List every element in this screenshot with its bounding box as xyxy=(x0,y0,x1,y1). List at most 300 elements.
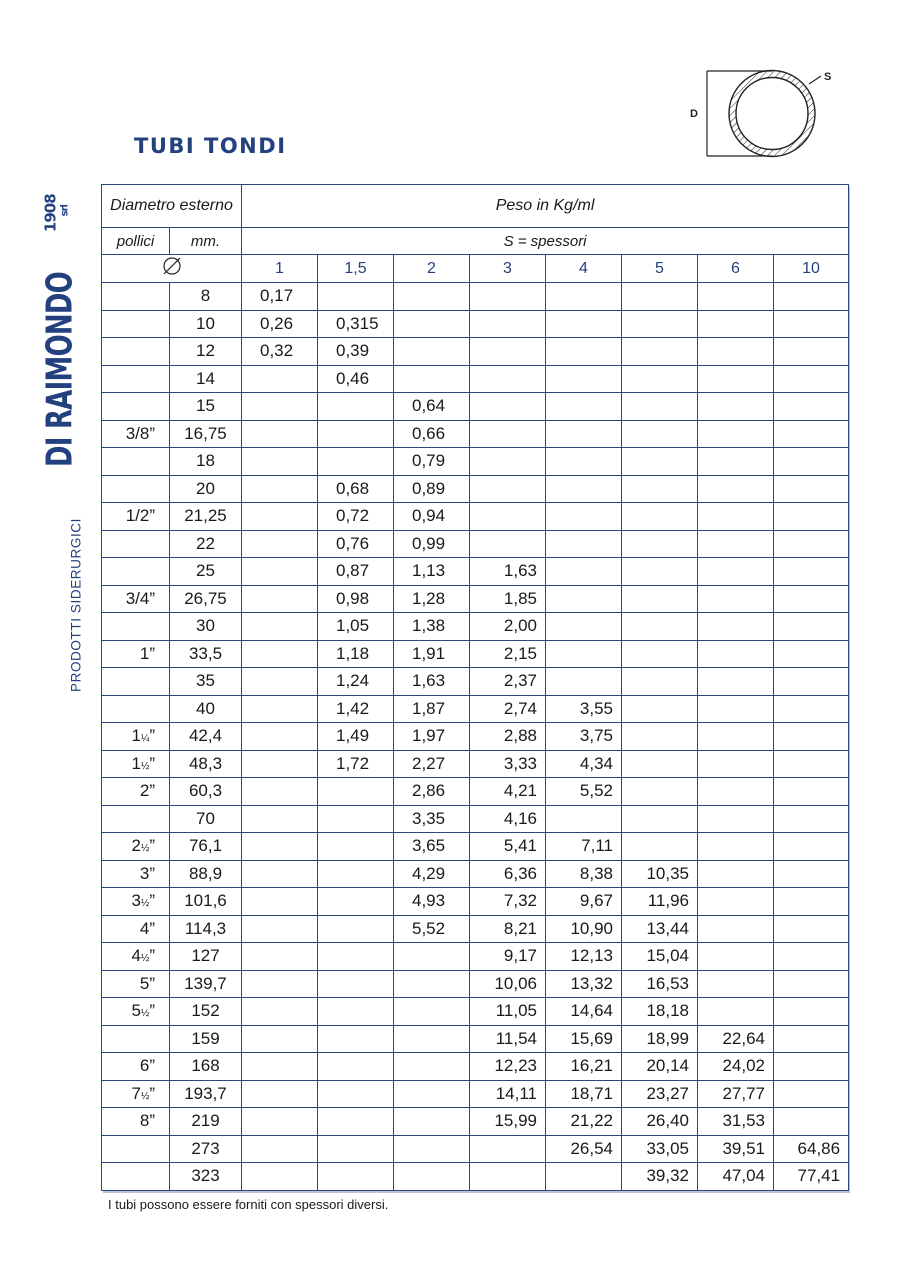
weight-cell: 4,16 xyxy=(470,805,546,833)
weight-cell xyxy=(698,640,774,668)
table-row xyxy=(102,778,849,806)
weight-cell xyxy=(394,310,470,338)
weight-cell xyxy=(698,970,774,998)
weight-cell xyxy=(698,805,774,833)
weight-cell xyxy=(242,998,318,1026)
weight-cell xyxy=(622,283,698,311)
table-row xyxy=(102,1135,849,1163)
mm-cell: 12 xyxy=(170,338,242,366)
weight-cell xyxy=(318,1053,394,1081)
weight-cell xyxy=(774,365,849,393)
inch-cell xyxy=(102,1163,170,1191)
weight-cell: 13,32 xyxy=(546,970,622,998)
weight-cell: 31,53 xyxy=(698,1108,774,1136)
weight-cell xyxy=(318,943,394,971)
weight-table xyxy=(101,184,849,1191)
weight-cell: 27,77 xyxy=(698,1080,774,1108)
weight-cell xyxy=(546,475,622,503)
inch-cell: 2½” xyxy=(102,833,170,861)
weight-cell xyxy=(698,365,774,393)
inch-cell: 4½” xyxy=(102,943,170,971)
mm-cell: 8 xyxy=(170,283,242,311)
weight-cell xyxy=(774,970,849,998)
weight-cell: 11,54 xyxy=(470,1025,546,1053)
mm-cell: 127 xyxy=(170,943,242,971)
weight-cell xyxy=(318,998,394,1026)
table-row xyxy=(102,420,849,448)
weight-cell: 0,26 xyxy=(242,310,318,338)
inch-cell xyxy=(102,530,170,558)
weight-cell: 1,28 xyxy=(394,585,470,613)
weight-cell: 2,15 xyxy=(470,640,546,668)
weight-cell: 64,86 xyxy=(774,1135,849,1163)
weight-cell xyxy=(470,1135,546,1163)
weight-cell: 23,27 xyxy=(622,1080,698,1108)
weight-cell: 0,17 xyxy=(242,283,318,311)
header-thickness-col: 2 xyxy=(394,255,470,283)
weight-cell: 12,13 xyxy=(546,943,622,971)
weight-cell xyxy=(546,310,622,338)
weight-cell: 15,69 xyxy=(546,1025,622,1053)
weight-cell xyxy=(774,860,849,888)
weight-cell xyxy=(774,750,849,778)
weight-cell: 21,22 xyxy=(546,1108,622,1136)
weight-cell xyxy=(698,860,774,888)
weight-cell xyxy=(546,503,622,531)
weight-cell xyxy=(698,338,774,366)
mm-cell: 168 xyxy=(170,1053,242,1081)
inch-cell xyxy=(102,475,170,503)
diameter-symbol-icon xyxy=(102,255,242,283)
weight-cell: 0,66 xyxy=(394,420,470,448)
weight-cell xyxy=(698,613,774,641)
table-row xyxy=(102,613,849,641)
weight-cell xyxy=(774,778,849,806)
table-row xyxy=(102,338,849,366)
inch-cell: 4” xyxy=(102,915,170,943)
weight-cell xyxy=(622,723,698,751)
weight-cell xyxy=(622,558,698,586)
weight-cell xyxy=(546,283,622,311)
weight-cell xyxy=(242,393,318,421)
weight-cell xyxy=(698,585,774,613)
weight-cell: 0,98 xyxy=(318,585,394,613)
inch-cell xyxy=(102,558,170,586)
weight-cell xyxy=(242,585,318,613)
weight-cell xyxy=(242,915,318,943)
header-thickness-col: 4 xyxy=(546,255,622,283)
inch-cell xyxy=(102,1025,170,1053)
weight-cell xyxy=(546,585,622,613)
inch-cell: 1” xyxy=(102,640,170,668)
tube-section-diagram xyxy=(684,62,844,162)
weight-cell xyxy=(318,805,394,833)
table-row xyxy=(102,448,849,476)
inch-cell xyxy=(102,283,170,311)
weight-cell xyxy=(394,338,470,366)
table-row xyxy=(102,585,849,613)
label-s: S xyxy=(824,71,832,83)
table-row xyxy=(102,668,849,696)
weight-cell: 18,71 xyxy=(546,1080,622,1108)
weight-cell xyxy=(242,420,318,448)
table-row xyxy=(102,970,849,998)
weight-cell xyxy=(774,1025,849,1053)
weight-cell xyxy=(622,530,698,558)
weight-cell xyxy=(546,1163,622,1191)
weight-cell xyxy=(318,1080,394,1108)
weight-cell xyxy=(698,695,774,723)
weight-cell xyxy=(394,365,470,393)
weight-cell xyxy=(470,448,546,476)
weight-cell: 16,21 xyxy=(546,1053,622,1081)
footnote: I tubi possono essere forniti con spessori diversi. xyxy=(108,1197,389,1212)
inch-cell xyxy=(102,613,170,641)
weight-cell xyxy=(242,1053,318,1081)
weight-cell xyxy=(622,448,698,476)
weight-cell xyxy=(242,695,318,723)
weight-cell: 10,35 xyxy=(622,860,698,888)
weight-cell: 10,06 xyxy=(470,970,546,998)
weight-cell xyxy=(470,503,546,531)
weight-cell xyxy=(622,365,698,393)
table-row xyxy=(102,365,849,393)
weight-cell: 1,13 xyxy=(394,558,470,586)
weight-cell xyxy=(774,503,849,531)
weight-cell xyxy=(318,778,394,806)
header-thickness: S = spessori xyxy=(242,228,849,255)
weight-cell: 1,97 xyxy=(394,723,470,751)
weight-cell: 22,64 xyxy=(698,1025,774,1053)
weight-cell xyxy=(242,475,318,503)
weight-cell: 1,24 xyxy=(318,668,394,696)
inch-cell: 1/2” xyxy=(102,503,170,531)
weight-cell: 0,76 xyxy=(318,530,394,558)
weight-cell xyxy=(698,448,774,476)
inch-cell: 8” xyxy=(102,1108,170,1136)
weight-cell xyxy=(622,805,698,833)
weight-cell xyxy=(242,1080,318,1108)
weight-cell xyxy=(698,310,774,338)
weight-cell xyxy=(242,558,318,586)
weight-cell xyxy=(318,283,394,311)
header-thickness-col: 10 xyxy=(774,255,849,283)
weight-cell xyxy=(774,723,849,751)
mm-cell: 35 xyxy=(170,668,242,696)
inch-cell xyxy=(102,393,170,421)
inch-cell xyxy=(102,695,170,723)
weight-cell xyxy=(242,833,318,861)
brand-name: DI RAIMONDO xyxy=(39,272,81,468)
weight-cell xyxy=(774,530,849,558)
weight-cell xyxy=(622,338,698,366)
table-row xyxy=(102,998,849,1026)
mm-cell: 14 xyxy=(170,365,242,393)
weight-cell xyxy=(470,1163,546,1191)
mm-cell: 42,4 xyxy=(170,723,242,751)
weight-cell: 1,63 xyxy=(470,558,546,586)
inch-cell: 5” xyxy=(102,970,170,998)
weight-cell: 9,17 xyxy=(470,943,546,971)
weight-cell xyxy=(546,530,622,558)
weight-cell xyxy=(318,1108,394,1136)
weight-cell xyxy=(698,723,774,751)
mm-cell: 10 xyxy=(170,310,242,338)
weight-cell xyxy=(774,998,849,1026)
inch-cell xyxy=(102,805,170,833)
weight-cell: 18,99 xyxy=(622,1025,698,1053)
weight-cell: 1,05 xyxy=(318,613,394,641)
thickness-leader xyxy=(809,76,821,84)
weight-cell: 4,93 xyxy=(394,888,470,916)
header-thickness-col: 3 xyxy=(470,255,546,283)
weight-cell: 26,40 xyxy=(622,1108,698,1136)
weight-cell: 6,36 xyxy=(470,860,546,888)
weight-cell: 9,67 xyxy=(546,888,622,916)
weight-cell: 4,34 xyxy=(546,750,622,778)
table-row xyxy=(102,943,849,971)
weight-cell xyxy=(546,668,622,696)
table-row xyxy=(102,915,849,943)
inch-cell xyxy=(102,668,170,696)
weight-cell xyxy=(394,1080,470,1108)
weight-cell: 0,89 xyxy=(394,475,470,503)
weight-cell xyxy=(242,640,318,668)
mm-cell: 15 xyxy=(170,393,242,421)
weight-cell: 1,85 xyxy=(470,585,546,613)
weight-cell xyxy=(622,310,698,338)
weight-cell: 47,04 xyxy=(698,1163,774,1191)
mm-cell: 30 xyxy=(170,613,242,641)
weight-cell: 0,72 xyxy=(318,503,394,531)
mm-cell: 273 xyxy=(170,1135,242,1163)
weight-cell: 3,33 xyxy=(470,750,546,778)
weight-cell: 5,41 xyxy=(470,833,546,861)
weight-cell xyxy=(546,338,622,366)
weight-cell xyxy=(622,585,698,613)
table-row xyxy=(102,393,849,421)
weight-cell xyxy=(622,668,698,696)
weight-cell xyxy=(394,998,470,1026)
weight-cell: 7,32 xyxy=(470,888,546,916)
weight-cell: 2,88 xyxy=(470,723,546,751)
mm-cell: 20 xyxy=(170,475,242,503)
table-row xyxy=(102,1163,849,1191)
inch-cell xyxy=(102,365,170,393)
weight-cell: 7,11 xyxy=(546,833,622,861)
header-weight: Peso in Kg/ml xyxy=(242,185,849,228)
weight-cell xyxy=(318,420,394,448)
weight-cell xyxy=(698,503,774,531)
weight-table-wrap xyxy=(101,184,848,1191)
weight-cell: 3,65 xyxy=(394,833,470,861)
inch-cell xyxy=(102,310,170,338)
weight-cell xyxy=(698,750,774,778)
weight-cell xyxy=(394,1135,470,1163)
mm-cell: 219 xyxy=(170,1108,242,1136)
weight-cell: 0,79 xyxy=(394,448,470,476)
weight-cell xyxy=(698,393,774,421)
weight-cell xyxy=(698,998,774,1026)
weight-cell xyxy=(622,695,698,723)
weight-cell: 8,21 xyxy=(470,915,546,943)
page-title: TUBI TONDI xyxy=(134,134,287,158)
mm-cell: 193,7 xyxy=(170,1080,242,1108)
weight-cell xyxy=(242,613,318,641)
weight-cell xyxy=(394,1053,470,1081)
weight-cell xyxy=(774,338,849,366)
header-thickness-col: 1,5 xyxy=(318,255,394,283)
weight-cell xyxy=(242,1163,318,1191)
weight-cell xyxy=(318,1163,394,1191)
weight-cell xyxy=(698,943,774,971)
inch-cell: 5½” xyxy=(102,998,170,1026)
weight-cell: 39,51 xyxy=(698,1135,774,1163)
table-row xyxy=(102,640,849,668)
weight-cell xyxy=(622,475,698,503)
weight-cell: 14,11 xyxy=(470,1080,546,1108)
weight-cell: 0,46 xyxy=(318,365,394,393)
header-diameter: Diametro esterno xyxy=(102,185,242,228)
weight-cell xyxy=(546,365,622,393)
weight-cell: 5,52 xyxy=(546,778,622,806)
weight-cell xyxy=(774,640,849,668)
weight-cell xyxy=(774,283,849,311)
mm-cell: 21,25 xyxy=(170,503,242,531)
table-row xyxy=(102,475,849,503)
weight-cell xyxy=(774,888,849,916)
label-d: D xyxy=(690,108,698,120)
inch-cell: 2” xyxy=(102,778,170,806)
weight-cell: 0,39 xyxy=(318,338,394,366)
brand-tagline-wrap xyxy=(56,510,96,700)
weight-cell: 20,14 xyxy=(622,1053,698,1081)
weight-cell: 3,75 xyxy=(546,723,622,751)
weight-cell: 2,86 xyxy=(394,778,470,806)
weight-cell xyxy=(318,970,394,998)
weight-cell xyxy=(622,393,698,421)
weight-cell: 0,32 xyxy=(242,338,318,366)
weight-cell: 11,05 xyxy=(470,998,546,1026)
weight-cell: 2,37 xyxy=(470,668,546,696)
mm-cell: 26,75 xyxy=(170,585,242,613)
table-row xyxy=(102,833,849,861)
table-row xyxy=(102,888,849,916)
mm-cell: 101,6 xyxy=(170,888,242,916)
inch-cell: 1¼” xyxy=(102,723,170,751)
weight-cell xyxy=(622,503,698,531)
weight-cell: 12,23 xyxy=(470,1053,546,1081)
weight-cell xyxy=(774,668,849,696)
weight-cell xyxy=(546,420,622,448)
weight-cell xyxy=(546,393,622,421)
weight-cell xyxy=(774,915,849,943)
weight-cell: 5,52 xyxy=(394,915,470,943)
weight-cell xyxy=(318,448,394,476)
weight-cell xyxy=(242,723,318,751)
weight-cell xyxy=(774,310,849,338)
table-row xyxy=(102,1053,849,1081)
weight-cell xyxy=(774,393,849,421)
inch-cell: 3” xyxy=(102,860,170,888)
weight-cell: 3,55 xyxy=(546,695,622,723)
weight-cell xyxy=(318,1025,394,1053)
inch-cell xyxy=(102,338,170,366)
table-row xyxy=(102,723,849,751)
weight-cell xyxy=(242,888,318,916)
weight-cell: 8,38 xyxy=(546,860,622,888)
weight-cell: 1,38 xyxy=(394,613,470,641)
weight-cell xyxy=(774,805,849,833)
header-inches: pollici xyxy=(102,228,170,255)
weight-cell xyxy=(470,310,546,338)
mm-cell: 70 xyxy=(170,805,242,833)
weight-cell xyxy=(774,695,849,723)
weight-cell: 26,54 xyxy=(546,1135,622,1163)
weight-cell xyxy=(470,475,546,503)
weight-cell xyxy=(394,943,470,971)
weight-cell: 77,41 xyxy=(774,1163,849,1191)
table-row xyxy=(102,695,849,723)
mm-cell: 18 xyxy=(170,448,242,476)
weight-cell: 11,96 xyxy=(622,888,698,916)
weight-cell xyxy=(546,558,622,586)
weight-cell xyxy=(698,558,774,586)
mm-cell: 40 xyxy=(170,695,242,723)
weight-cell xyxy=(698,668,774,696)
weight-cell xyxy=(698,833,774,861)
table-row xyxy=(102,750,849,778)
weight-cell xyxy=(774,1108,849,1136)
mm-cell: 22 xyxy=(170,530,242,558)
weight-cell xyxy=(318,1135,394,1163)
weight-cell xyxy=(242,503,318,531)
weight-cell xyxy=(242,365,318,393)
weight-cell xyxy=(546,613,622,641)
weight-cell xyxy=(394,1025,470,1053)
weight-cell xyxy=(622,420,698,448)
weight-cell: 0,64 xyxy=(394,393,470,421)
weight-cell: 0,68 xyxy=(318,475,394,503)
weight-cell xyxy=(774,448,849,476)
weight-cell xyxy=(546,448,622,476)
weight-cell: 1,18 xyxy=(318,640,394,668)
weight-cell: 2,27 xyxy=(394,750,470,778)
weight-cell xyxy=(622,613,698,641)
inch-cell: 6” xyxy=(102,1053,170,1081)
tube-wall xyxy=(729,71,815,157)
weight-cell: 4,29 xyxy=(394,860,470,888)
mm-cell: 25 xyxy=(170,558,242,586)
weight-cell xyxy=(394,1163,470,1191)
weight-cell xyxy=(242,970,318,998)
mm-cell: 159 xyxy=(170,1025,242,1053)
table-row xyxy=(102,283,849,311)
mm-cell: 60,3 xyxy=(170,778,242,806)
table-row xyxy=(102,1025,849,1053)
brand-year: 1908 xyxy=(41,194,60,233)
header-thickness-col: 6 xyxy=(698,255,774,283)
weight-cell xyxy=(698,915,774,943)
weight-cell: 14,64 xyxy=(546,998,622,1026)
weight-cell xyxy=(698,475,774,503)
weight-cell: 10,90 xyxy=(546,915,622,943)
weight-cell: 3,35 xyxy=(394,805,470,833)
weight-cell: 16,53 xyxy=(622,970,698,998)
weight-cell: 1,63 xyxy=(394,668,470,696)
weight-cell: 1,42 xyxy=(318,695,394,723)
weight-cell xyxy=(774,558,849,586)
